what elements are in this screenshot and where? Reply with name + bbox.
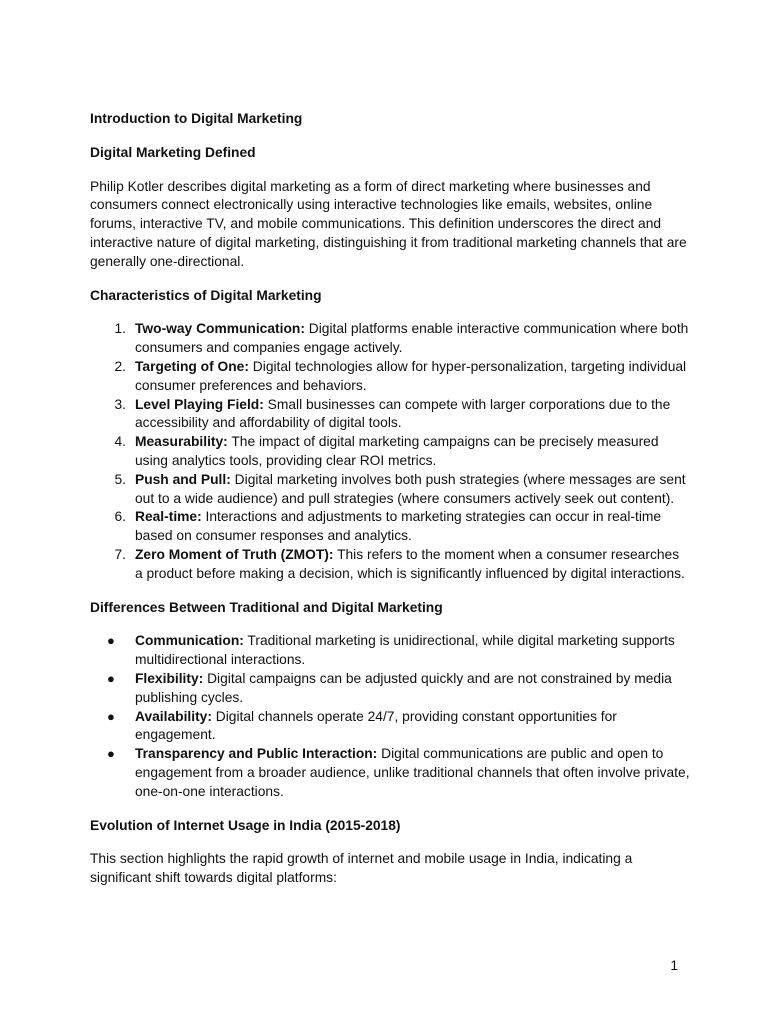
list-item	[90, 546, 690, 584]
list-item-term: Availability:	[135, 708, 212, 724]
differences-list	[90, 632, 690, 801]
bullet-icon: ●	[107, 746, 115, 762]
list-item-text: Traditional marketing is unidirectional, while digital marketing supports multidirectional interactions.	[135, 633, 675, 668]
list-item-text: Digital channels operate 24/7, providing constant opportunities for engagement.	[135, 708, 617, 743]
list-item-text: Small businesses can compete with larger corporations due to the accessibility and affordability of digital tools.	[135, 396, 671, 431]
list-item-text: Digital communications are public and open to engagement from a broader audience, unlike traditional channels that often involve private, one-on-one interactions.	[135, 746, 690, 799]
section-heading-characteristics: Characteristics of Digital Marketing	[90, 287, 322, 303]
list-item	[90, 358, 690, 396]
list-item-term: Zero Moment of Truth (ZMOT):	[135, 546, 334, 562]
characteristics-list	[90, 320, 690, 583]
section-heading-definition: Digital Marketing Defined	[90, 144, 256, 160]
list-item-text: This refers to the moment when a consumer researches a product before making a decision, which is significantly influenced by digital interactions.	[135, 546, 685, 581]
list-item	[90, 632, 690, 670]
bullet-icon: ●	[107, 633, 115, 649]
list-item-term: Two-way Communication:	[135, 321, 305, 337]
definition-paragraph: Philip Kotler describes digital marketing as a form of direct marketing where businesses and consumers connect electronically using interactive technologies like emails, websites, online forums, interactive TV, and mobile communications. This definition underscores the direct and interactive nature of digital marketing, distinguishing it from traditional marketing channels that are generally one-directional.	[90, 178, 687, 269]
list-number: 3.	[114, 396, 126, 412]
list-item-text: The impact of digital marketing campaigns can be precisely measured using analytics tools, providing clear ROI metrics.	[135, 434, 659, 468]
list-item	[90, 433, 690, 471]
list-item-term: Real-time:	[135, 509, 202, 525]
section-heading-differences: Differences Between Traditional and Digital Marketing	[90, 599, 443, 615]
section-heading-internet-usage: Evolution of Internet Usage in India (2015-2018)	[90, 817, 401, 833]
list-item	[90, 471, 690, 509]
bullet-icon: ●	[107, 670, 115, 686]
page-number: 1	[670, 958, 678, 973]
list-number: 6.	[114, 509, 126, 525]
list-item-text: Interactions and adjustments to marketing strategies can occur in real-time based on consumer responses and analytics.	[135, 509, 662, 544]
list-number: 2.	[114, 358, 126, 374]
list-item-term: Level Playing Field:	[135, 396, 264, 412]
list-item-text: Digital marketing involves both push strategies (where messages are sent out to a wide audience) and pull strategies (where consumers actively seek out content).	[135, 471, 686, 506]
list-item-term: Measurability:	[135, 434, 228, 450]
list-item-term: Push and Pull:	[135, 471, 231, 487]
list-item	[90, 396, 690, 434]
list-item-text: Digital platforms enable interactive communication where both consumers and companies engage actively.	[135, 321, 689, 356]
list-item	[90, 320, 690, 358]
list-item	[90, 508, 690, 546]
list-item-term: Communication:	[135, 633, 244, 649]
list-number: 1.	[114, 321, 126, 337]
list-item	[90, 670, 690, 708]
list-item-text: Digital technologies allow for hyper-personalization, targeting individual consumer preferences and behaviors.	[135, 358, 687, 393]
list-number: 4.	[114, 434, 126, 450]
list-item	[90, 745, 690, 801]
bullet-icon: ●	[107, 708, 115, 724]
internet-usage-paragraph: This section highlights the rapid growth of internet and mobile usage in India, indicating a significant shift towards digital platforms:	[90, 851, 633, 886]
list-number: 7.	[114, 546, 126, 562]
list-number: 5.	[114, 471, 126, 487]
document-title: Introduction to Digital Marketing	[90, 111, 303, 126]
document-page	[90, 110, 690, 903]
list-item-text: Digital campaigns can be adjusted quickly and are not constrained by media publishing cycles.	[135, 670, 672, 705]
list-item-term: Flexibility:	[135, 670, 204, 686]
list-item-term: Targeting of One:	[135, 358, 249, 374]
list-item-term: Transparency and Public Interaction:	[135, 746, 378, 762]
list-item	[90, 708, 690, 746]
